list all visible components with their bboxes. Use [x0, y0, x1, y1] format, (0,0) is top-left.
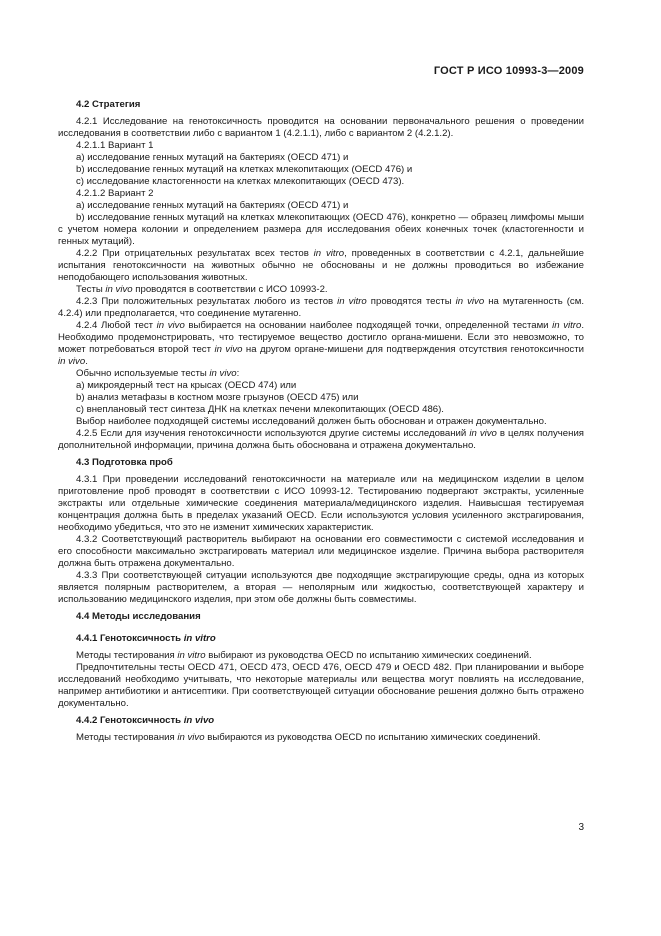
section-heading: 4.3 Подготовка проб — [76, 457, 173, 468]
paragraph: 4.3.2 Соответствующий растворитель выбирают на основании его совместимости с системой исследования и его способности максимально экстрагировать материал или медицинское изделие. Причина выбора растворителя должна быть отражена документально. — [58, 534, 584, 569]
paragraph: 4.3.3 При соответствующей ситуации используются две подходящие экстрагирующие среды, одна из которых является полярным растворителем, а вторая — неполярным или жидкостью, соответствующей характеру и использованию медицинского изделия, при этом обе должны быть совместимы. — [58, 570, 584, 605]
paragraph: Методы тестирования in vitro выбирают из руководства OECD по испытанию химических соединений. — [76, 650, 532, 661]
paragraph: 4.2.2 При отрицательных результатах всех тестов in vitro, проведенных в соответствии с 4.2.1, дальнейшие испытания генотоксичности на животных обычно не обоснованы и не должны проводиться во избежание неподобающего использования животных. — [58, 248, 584, 283]
paragraph: c) внеплановый тест синтеза ДНК на клетках печени млекопитающих (OECD 486). — [76, 404, 444, 415]
paragraph: Тесты in vivo проводятся в соответствии с ИСО 10993-2. — [76, 284, 328, 295]
document-code-header: ГОСТ Р ИСО 10993-3—2009 — [433, 65, 584, 77]
page-number: 3 — [578, 822, 584, 833]
paragraph: a) исследование генных мутаций на бактериях (OECD 471) и — [76, 200, 349, 211]
paragraph: c) исследование кластогенности на клетках млекопитающих (OECD 473). — [76, 176, 405, 187]
paragraph: 4.2.3 При положительных результатах любого из тестов in vitro проводятся тесты in vivo на мутагенность (см. 4.2.4) или предполагается, что соединение мутагенно. — [58, 296, 584, 319]
paragraph: 4.2.4 Любой тест in vivo выбирается на основании наиболее подходящей точки, определенной тестами in vitro. Необходимо продемонстрировать, что тестируемое вещество достигло органа-мишени. Если это невозможно, то может потребоваться второй тест in vivo на другом органе-мишени для подтверждения отсутствия генотоксичности in vivo. — [58, 320, 585, 367]
paragraph: Выбор наиболее подходящей системы исследований должен быть обоснован и отражен документально. — [76, 416, 547, 427]
section-heading: 4.4 Методы исследования — [76, 611, 201, 622]
paragraph: Методы тестирования in vivo выбираются из руководства OECD по испытанию химических соединений. — [76, 732, 541, 743]
paragraph: b) исследование генных мутаций на клетках млекопитающих (OECD 476), конкретно — образец лимфомы мыши с учетом номера колонии и определением размера для исследования обеих конечных точек (кластогенности и генных мутаций). — [58, 212, 584, 247]
section-heading: 4.4.2 Генотоксичность in vivo — [76, 715, 215, 726]
paragraph: 4.3.1 При проведении исследований генотоксичности на материале или на медицинском изделии в целом приготовление проб проводят в соответствии с ИСО 10993-12. Тестированию подвергают экстракты, усиленные экстракты или отдельные химические соединения материала/медицинского изделия. Наивысшая тестируемая концентрация должна быть в пределах указаний OECD. Если используются условия усиленного экстрагирования, необходимо убедиться, что это не изменит химических характеристик. — [58, 474, 584, 533]
paragraph: 4.2.1 Исследование на генотоксичность проводится на основании первоначального решения о проведении исследования в соответствии либо с вариантом 1 (4.2.1.1), либо с вариантом 2 (4.2.1.2). — [58, 116, 584, 139]
document-body — [58, 94, 584, 744]
section-heading: 4.2 Стратегия — [76, 99, 141, 110]
paragraph: a) микроядерный тест на крысах (OECD 474) или — [76, 380, 297, 391]
paragraph: b) исследование генных мутаций на клетках млекопитающих (OECD 476) и — [76, 164, 413, 175]
paragraph: 4.2.1.1 Вариант 1 — [76, 140, 154, 151]
paragraph: 4.2.1.2 Вариант 2 — [76, 188, 154, 199]
paragraph: 4.2.5 Если для изучения генотоксичности используются другие системы исследований in vivo в целях получения дополнительной информации, причина должна быть обоснована и отражена документально. — [58, 428, 584, 451]
section-heading: 4.4.1 Генотоксичность in vitro — [76, 633, 216, 644]
paragraph: a) исследование генных мутаций на бактериях (OECD 471) и — [76, 152, 349, 163]
paragraph: Предпочтительны тесты OECD 471, OECD 473, OECD 476, OECD 479 и OECD 482. При планировании и выборе исследований необходимо учитывать, что некоторые материалы или вещества могут повлиять на исследование, например антибиотики и антисептики. При соответствующей ситуации обоснование решения должно быть отражено документально. — [58, 662, 584, 709]
paragraph: Обычно используемые тесты in vivo: — [76, 368, 240, 379]
paragraph: b) анализ метафазы в костном мозге грызунов (OECD 475) или — [76, 392, 359, 403]
